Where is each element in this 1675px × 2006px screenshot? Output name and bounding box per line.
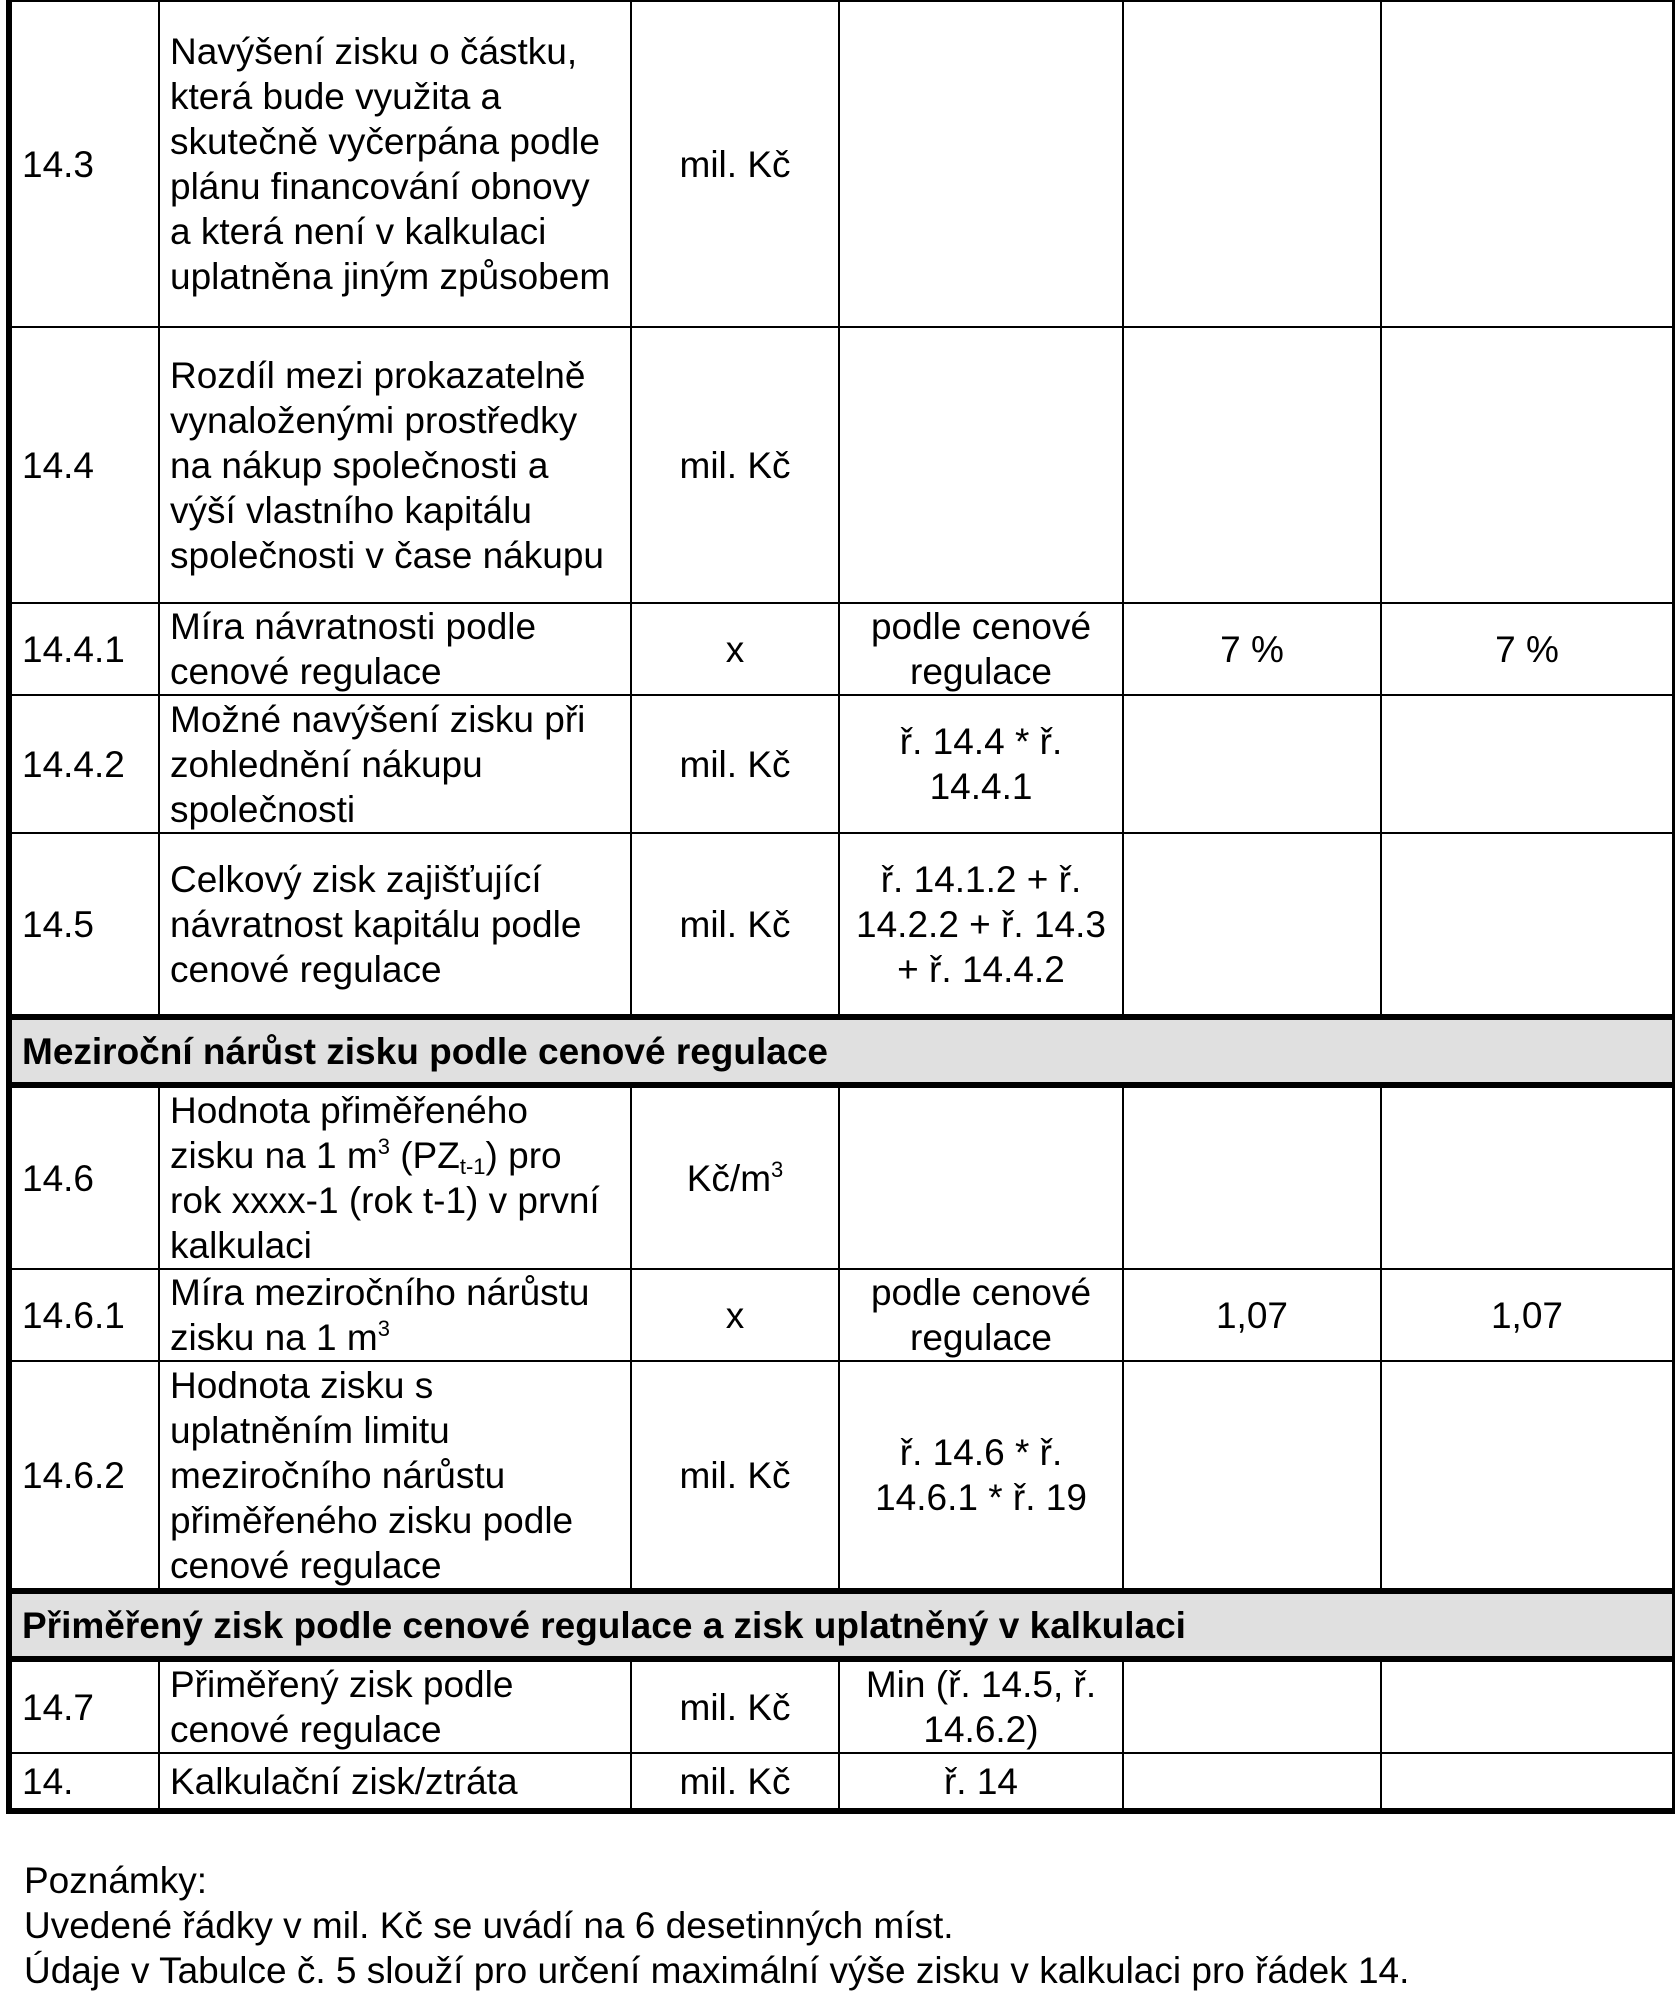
table-row bbox=[9, 603, 1675, 695]
notes-heading: Poznámky: bbox=[24, 1860, 208, 1901]
table-row bbox=[9, 1361, 1675, 1591]
row-description: Přiměřený zisk podle cenové regulace bbox=[159, 1659, 631, 1753]
row-formula: ř. 14.4 * ř. 14.4.1 bbox=[839, 695, 1123, 833]
row-unit: mil. Kč bbox=[631, 1361, 839, 1591]
row-number: 14.4 bbox=[9, 327, 159, 603]
row-value-1 bbox=[1123, 1361, 1381, 1591]
row-description: Kalkulační zisk/ztráta bbox=[159, 1753, 631, 1811]
notes-line: Údaje v Tabulce č. 5 slouží pro určení maximální výše zisku v kalkulaci pro řádek 14. bbox=[24, 1950, 1410, 1991]
row-value-1 bbox=[1123, 1, 1381, 327]
row-value-1 bbox=[1123, 1659, 1381, 1753]
row-value-2 bbox=[1381, 1659, 1675, 1753]
row-unit: x bbox=[631, 603, 839, 695]
row-number: 14.6.2 bbox=[9, 1361, 159, 1591]
row-value-1 bbox=[1123, 327, 1381, 603]
row-value-2 bbox=[1381, 1, 1675, 327]
row-number: 14.4.2 bbox=[9, 695, 159, 833]
row-unit: mil. Kč bbox=[631, 695, 839, 833]
row-value-2 bbox=[1381, 327, 1675, 603]
row-formula: ř. 14.6 * ř. 14.6.1 * ř. 19 bbox=[839, 1361, 1123, 1591]
row-value-1 bbox=[1123, 1085, 1381, 1269]
row-unit: mil. Kč bbox=[631, 833, 839, 1017]
row-number: 14.4.1 bbox=[9, 603, 159, 695]
section-header bbox=[9, 1591, 1675, 1659]
table-row bbox=[9, 695, 1675, 833]
row-description: Hodnota zisku s uplatněním limitu meziročního nárůstu přiměřeného zisku podle cenové regulace bbox=[159, 1361, 631, 1591]
row-value-1 bbox=[1123, 1753, 1381, 1811]
table-row bbox=[9, 327, 1675, 603]
row-number: 14.6.1 bbox=[9, 1269, 159, 1361]
section-header bbox=[9, 1017, 1675, 1085]
row-value-2 bbox=[1381, 833, 1675, 1017]
row-value-2 bbox=[1381, 695, 1675, 833]
row-formula: podle cenové regulace bbox=[839, 603, 1123, 695]
row-number: 14.6 bbox=[9, 1085, 159, 1269]
table-row bbox=[9, 1659, 1675, 1753]
row-description: Míra návratnosti podle cenové regulace bbox=[159, 603, 631, 695]
row-value-2: 7 % bbox=[1381, 603, 1675, 695]
row-number: 14.5 bbox=[9, 833, 159, 1017]
row-formula: ř. 14.1.2 + ř. 14.2.2 + ř. 14.3 + ř. 14.4.2 bbox=[839, 833, 1123, 1017]
notes-block bbox=[24, 1858, 1409, 1993]
row-value-2 bbox=[1381, 1753, 1675, 1811]
row-value-1 bbox=[1123, 833, 1381, 1017]
row-formula bbox=[839, 1085, 1123, 1269]
row-description: Rozdíl mezi prokazatelně vynaloženými prostředky na nákup společnosti a výší vlastního kapitálu společnosti v čase nákupu bbox=[159, 327, 631, 603]
row-formula bbox=[839, 1, 1123, 327]
table-row bbox=[9, 833, 1675, 1017]
row-number: 14.7 bbox=[9, 1659, 159, 1753]
row-formula: Min (ř. 14.5, ř. 14.6.2) bbox=[839, 1659, 1123, 1753]
row-description: Možné navýšení zisku při zohlednění nákupu společnosti bbox=[159, 695, 631, 833]
row-value-1: 7 % bbox=[1123, 603, 1381, 695]
row-unit: $Kč/m^3$ bbox=[631, 1085, 839, 1269]
row-formula bbox=[839, 327, 1123, 603]
table-row bbox=[9, 1269, 1675, 1361]
row-unit: mil. Kč bbox=[631, 1, 839, 327]
row-number: 14. bbox=[9, 1753, 159, 1811]
row-formula: ř. 14 bbox=[839, 1753, 1123, 1811]
row-description: Celkový zisk zajišťující návratnost kapitálu podle cenové regulace bbox=[159, 833, 631, 1017]
row-value-1: 1,07 bbox=[1123, 1269, 1381, 1361]
row-value-2 bbox=[1381, 1085, 1675, 1269]
row-value-2 bbox=[1381, 1361, 1675, 1591]
row-unit: mil. Kč bbox=[631, 1753, 839, 1811]
notes-line: Uvedené řádky v mil. Kč se uvádí na 6 desetinných míst. bbox=[24, 1905, 954, 1946]
row-unit: mil. Kč bbox=[631, 327, 839, 603]
row-description: Navýšení zisku o částku, která bude využita a skutečně vyčerpána podle plánu financování obnovy a která není v kalkulaci uplatněna jiným způsobem bbox=[159, 1, 631, 327]
profit-table bbox=[6, 0, 1675, 1814]
table-row bbox=[9, 1, 1675, 327]
row-unit: mil. Kč bbox=[631, 1659, 839, 1753]
row-formula: podle cenové regulace bbox=[839, 1269, 1123, 1361]
row-unit: x bbox=[631, 1269, 839, 1361]
table-row bbox=[9, 1085, 1675, 1269]
row-value-1 bbox=[1123, 695, 1381, 833]
section-title: Přiměřený zisk podle cenové regulace a zisk uplatněný v kalkulaci bbox=[9, 1591, 1675, 1659]
table-row bbox=[9, 1753, 1675, 1811]
row-description: Míra meziročního nárůstu zisku na 1 $m^3$ bbox=[159, 1269, 631, 1361]
row-value-2: 1,07 bbox=[1381, 1269, 1675, 1361]
row-description: Hodnota přiměřeného zisku na 1 $m^3$ $(PZ_{t-1})$ pro rok xxxx-1 (rok t-1) v první kalkulaci bbox=[159, 1085, 631, 1269]
section-title: Meziroční nárůst zisku podle cenové regulace bbox=[9, 1017, 1675, 1085]
row-number: 14.3 bbox=[9, 1, 159, 327]
